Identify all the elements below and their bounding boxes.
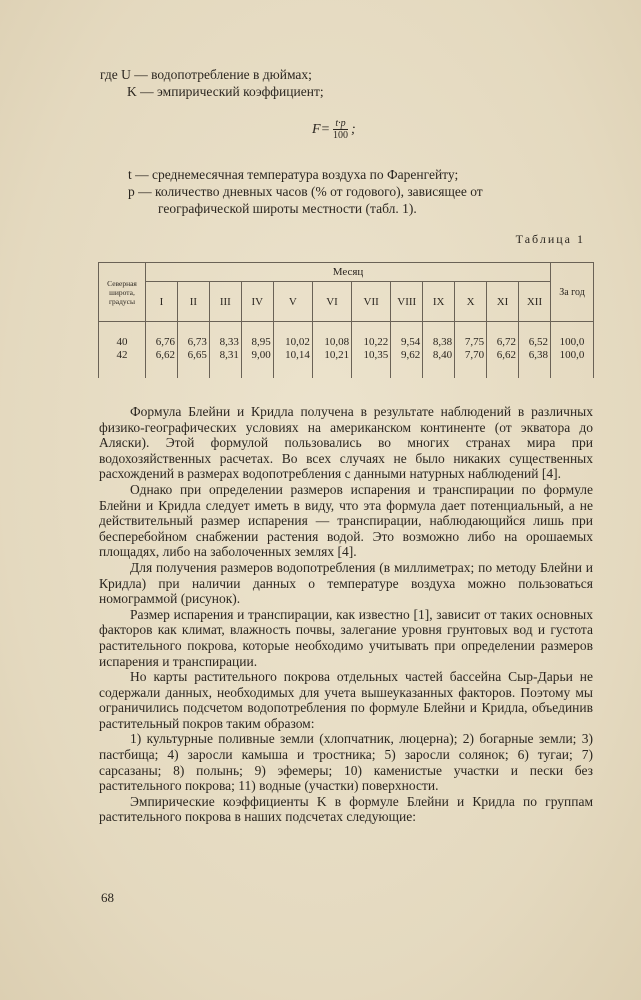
definition-k: K — эмпирический коэффициент; xyxy=(127,84,324,99)
table-cell xyxy=(273,322,312,379)
cell-value: 6,62 xyxy=(155,349,175,361)
month-col: XI xyxy=(487,282,519,322)
formula-end: ; xyxy=(351,121,356,137)
latitude-header: Северная широта, градусы xyxy=(99,263,146,322)
table-cell xyxy=(209,322,241,379)
paragraph: Эмпирические коэффициенты K в формуле Блейни и Кридла по группам растительного покрова в наших подсчетах следующие: xyxy=(99,793,593,825)
latitude-cell xyxy=(99,322,146,379)
month-col: X xyxy=(455,282,487,322)
cell-value: 9,54 xyxy=(400,336,421,348)
definitions-bottom xyxy=(128,166,588,217)
body-text xyxy=(99,404,593,825)
daylight-table xyxy=(98,262,594,378)
paragraph: Размер испарения и транспирации, как известно [1], зависит от таких основных факторов как климат, влажность почвы, залегание уровня грунтовых вод и густота растительного покрова, которые необходимо учитывать при определении размеров испарения и транспирации. xyxy=(99,606,593,669)
table-cell xyxy=(241,322,273,379)
cell-value: 8,95 xyxy=(251,336,271,348)
paragraph: Для получения размеров водопотребления (в миллиметрах; по методу Блейни и Кридла) при наличии данных о температуре воздуха можно пользоваться номограммой (рисунок). xyxy=(99,559,593,607)
definitions-top xyxy=(100,66,580,100)
definition-p-cont: географической широты местности (табл. 1). xyxy=(158,201,417,216)
latitude-40: 40 xyxy=(116,336,128,348)
definition-p: p — количество дневных часов (% от годового), зависящее от xyxy=(128,184,483,199)
month-col: II xyxy=(177,282,209,322)
cell-value: 8,38 xyxy=(432,336,453,348)
table-cell xyxy=(352,322,391,379)
month-col: III xyxy=(209,282,241,322)
year-value: 100,0 xyxy=(559,336,585,348)
cell-value: 10,21 xyxy=(324,349,350,361)
paragraph: Но карты растительного покрова отдельных частей бассейна Сыр-Дарьи не содержали данных, необходимых для учета вышеуказанных факторов. Поэтому мы ограничились подсчетом водопотребления по формуле Блейни и Кридла, объединив растительный покров таким образом: xyxy=(99,669,593,731)
paragraph-list: 1) культурные поливные земли (хлопчатник, люцерна); 2) богарные земли; 3) пастбища; 4) заросли камыша и тростника; 5) заросли солянок; 6) тугаи; 7) сарсазаны; 8) полынь; 9) эфемеры; 10) каменистые участки и пески без растительного покрова; 11) водные (участки) поверхности. xyxy=(99,731,593,794)
formula xyxy=(312,118,356,141)
table-cell xyxy=(551,322,594,379)
table-row-group xyxy=(99,322,594,379)
formula-fraction xyxy=(333,118,348,141)
year-header: За год xyxy=(551,263,594,322)
formula-eq: = xyxy=(320,121,331,137)
month-col: IV xyxy=(241,282,273,322)
cell-value: 8,33 xyxy=(219,336,239,348)
month-col: IX xyxy=(423,282,455,322)
cell-value: 7,70 xyxy=(464,349,485,361)
month-header: Месяц xyxy=(146,263,551,282)
table-cell xyxy=(455,322,487,379)
month-col: V xyxy=(273,282,312,322)
cell-value: 6,62 xyxy=(496,349,517,361)
formula-denominator: 100 xyxy=(333,130,349,141)
cell-value: 10,14 xyxy=(285,349,310,361)
cell-value: 6,76 xyxy=(155,336,175,348)
table-cell xyxy=(391,322,423,379)
cell-value: 7,75 xyxy=(464,336,485,348)
month-col: I xyxy=(146,282,178,322)
month-col: VI xyxy=(312,282,351,322)
table-cell xyxy=(519,322,551,379)
year-value: 100,0 xyxy=(559,349,585,361)
table-cell xyxy=(423,322,455,379)
cell-value: 6,38 xyxy=(528,349,548,361)
table-cell xyxy=(312,322,351,379)
table-cell xyxy=(146,322,178,379)
cell-value: 9,62 xyxy=(400,349,421,361)
cell-value: 8,40 xyxy=(432,349,453,361)
paragraph: Однако при определении размеров испарения и транспирации по формуле Блейни и Кридла следует иметь в виду, что эта формула дает потенциальный, а не действительный размер испарения — транспирации, наблюдающийся лишь при бесперебойном снабжении растения водой. Это возможно либо на орошаемых площадях, либо на заболоченных землях [4]. xyxy=(99,481,593,560)
page-number: 68 xyxy=(101,890,114,905)
month-col: XII xyxy=(519,282,551,322)
cell-value: 6,65 xyxy=(187,349,207,361)
latitude-42: 42 xyxy=(116,349,128,361)
cell-value: 10,08 xyxy=(324,336,350,348)
definition-u: где U — водопотребление в дюймах; xyxy=(100,67,312,82)
cell-value: 10,22 xyxy=(363,336,389,348)
cell-value: 6,72 xyxy=(496,336,517,348)
cell-value: 6,73 xyxy=(187,336,207,348)
formula-numerator: t·p xyxy=(335,118,346,129)
definition-t: t — среднемесячная температура воздуха по Фаренгейту; xyxy=(128,167,459,182)
paragraph: Формула Блейни и Кридла получена в результате наблюдений в различных физико-географических условиях на американском континенте (от экватора до Аляски). Этой формулой пользовались во многих странах мира при водохозяйственных расчетах. Во всех случаях не было никаких существенных расхождений в размерах водопотребления с данными натурных наблюдений [4]. xyxy=(99,404,593,482)
cell-value: 8,31 xyxy=(219,349,239,361)
cell-value: 10,02 xyxy=(285,336,310,348)
table-caption: Таблица 1 xyxy=(515,232,585,246)
table-cell xyxy=(487,322,519,379)
month-col: VII xyxy=(352,282,391,322)
table-cell xyxy=(177,322,209,379)
month-col: VIII xyxy=(391,282,423,322)
cell-value: 9,00 xyxy=(251,349,271,361)
formula-lhs: F xyxy=(312,121,321,137)
cell-value: 6,52 xyxy=(528,336,548,348)
cell-value: 10,35 xyxy=(363,349,389,361)
